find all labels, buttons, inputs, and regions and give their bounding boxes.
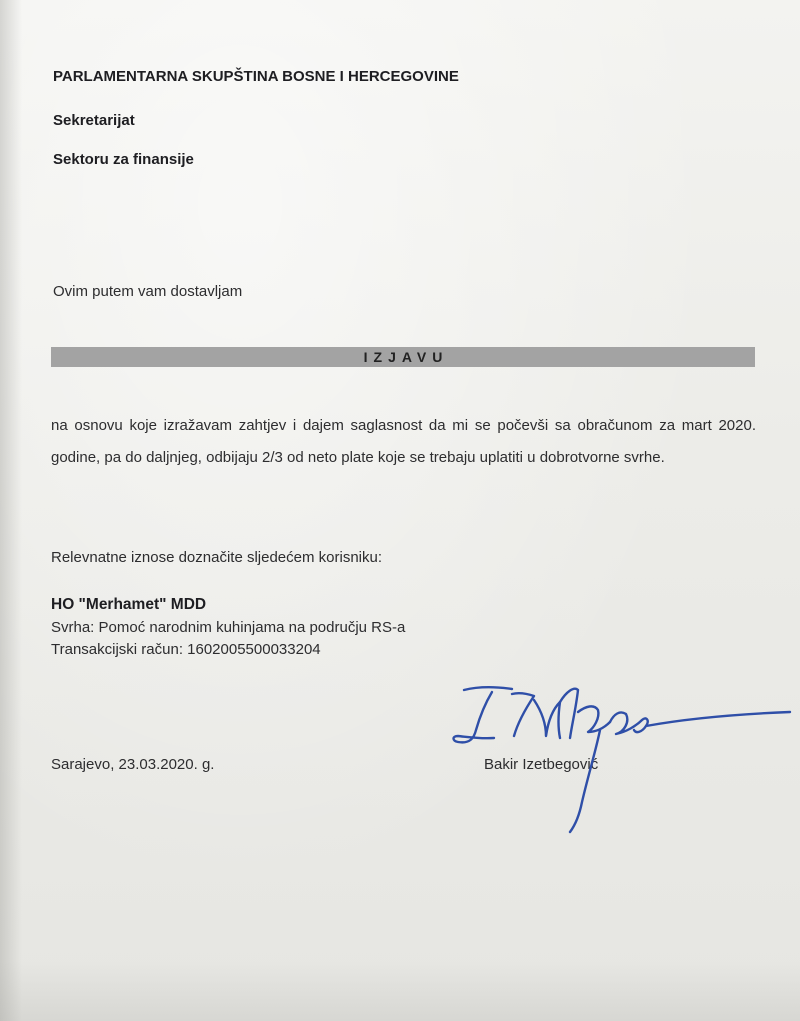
payment-instruction: Relevnatne iznose doznačite sljedećem korisniku: (51, 549, 383, 566)
recipient-heading: Sektoru za finansije (53, 151, 194, 168)
department-heading: Sekretarijat (53, 112, 135, 129)
beneficiary-purpose: Svrha: Pomoć narodnim kuhinjama na području RS-a (51, 619, 406, 636)
institution-heading: PARLAMENTARNA SKUPŠTINA BOSNE I HERCEGOVINE (53, 68, 459, 85)
handwritten-signature (450, 672, 795, 840)
title-bar (51, 347, 755, 367)
intro-text: Ovim putem vam dostavljam (53, 283, 243, 300)
page-edge-shadow (0, 0, 22, 1021)
document-title: IZJAVU (363, 349, 449, 365)
beneficiary-account: Transakcijski račun: 1602005500033204 (51, 641, 321, 658)
page-bottom-shadow (0, 961, 800, 1021)
beneficiary-name: HO "Merhamet" MDD (51, 596, 207, 613)
place-date: Sarajevo, 23.03.2020. g. (51, 756, 215, 773)
statement-body: na osnovu koje izražavam zahtjev i dajem saglasnost da mi se počevši sa obračunom za mart 2020. godine, pa do daljnjeg, odbijaju 2/3 od neto plate koje se trebaju uplatiti u dobrotvorne svrhe. (51, 417, 756, 466)
signatory-name: Bakir Izetbegović (484, 756, 599, 773)
